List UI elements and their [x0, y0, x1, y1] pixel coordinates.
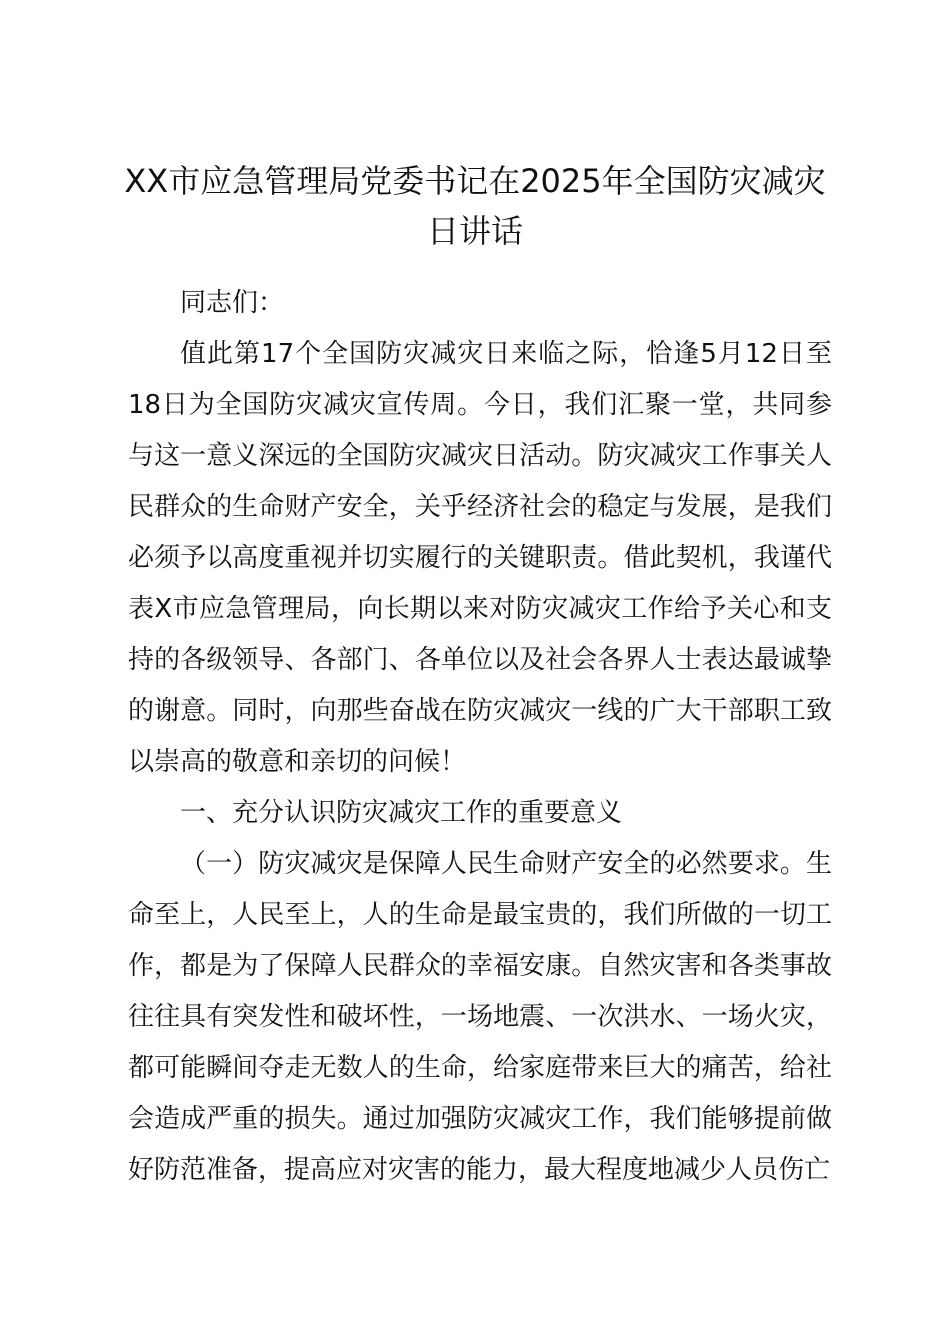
paragraph-section-1-1: （一）防灾减灾是保障人民生命财产安全的必然要求。生命至上，人民至上，人的生命是最宝贵的，我们所做的一切工作，都是为了保障人民群众的幸福安康。自然灾害和各类事故往往具有突发性和破坏性，一场地震、一次洪水、一场火灾，都可能瞬间夺走无数人的生命，给家庭带来巨大的痛苦，给社会造成严重的损失。通过加强防灾减灾工作，我们能够提前做好防范准备，提高应对灾害的能力，最大程度地减少人员伤亡: [128, 849, 832, 1185]
salutation: 同志们：: [180, 288, 285, 318]
section-heading-1: 一、充分认识防灾减灾工作的重要意义: [180, 798, 623, 828]
document-title: XX市应急管理局党委书记在2025年全国防灾减灾日讲话: [124, 162, 826, 250]
paragraph-opening: 值此第17个全国防灾减灾日来临之际，恰逢5月12日至18日为全国防灾减灾宣传周。今日，我们汇聚一堂，共同参与这一意义深远的全国防灾减灾日活动。防灾减灾工作事关人民群众的生命财产安全，关乎经济社会的稳定与发展，是我们必须予以高度重视并切实履行的关键职责。借此契机，我谨代表X市应急管理局，向长期以来对防灾减灾工作给予关心和支持的各级领导、各部门、各单位以及社会各界人士表达最诚挚的谢意。同时，向那些奋战在防灾减灾一线的广大干部职工致以崇高的敬意和亲切的问候！: [128, 339, 832, 777]
